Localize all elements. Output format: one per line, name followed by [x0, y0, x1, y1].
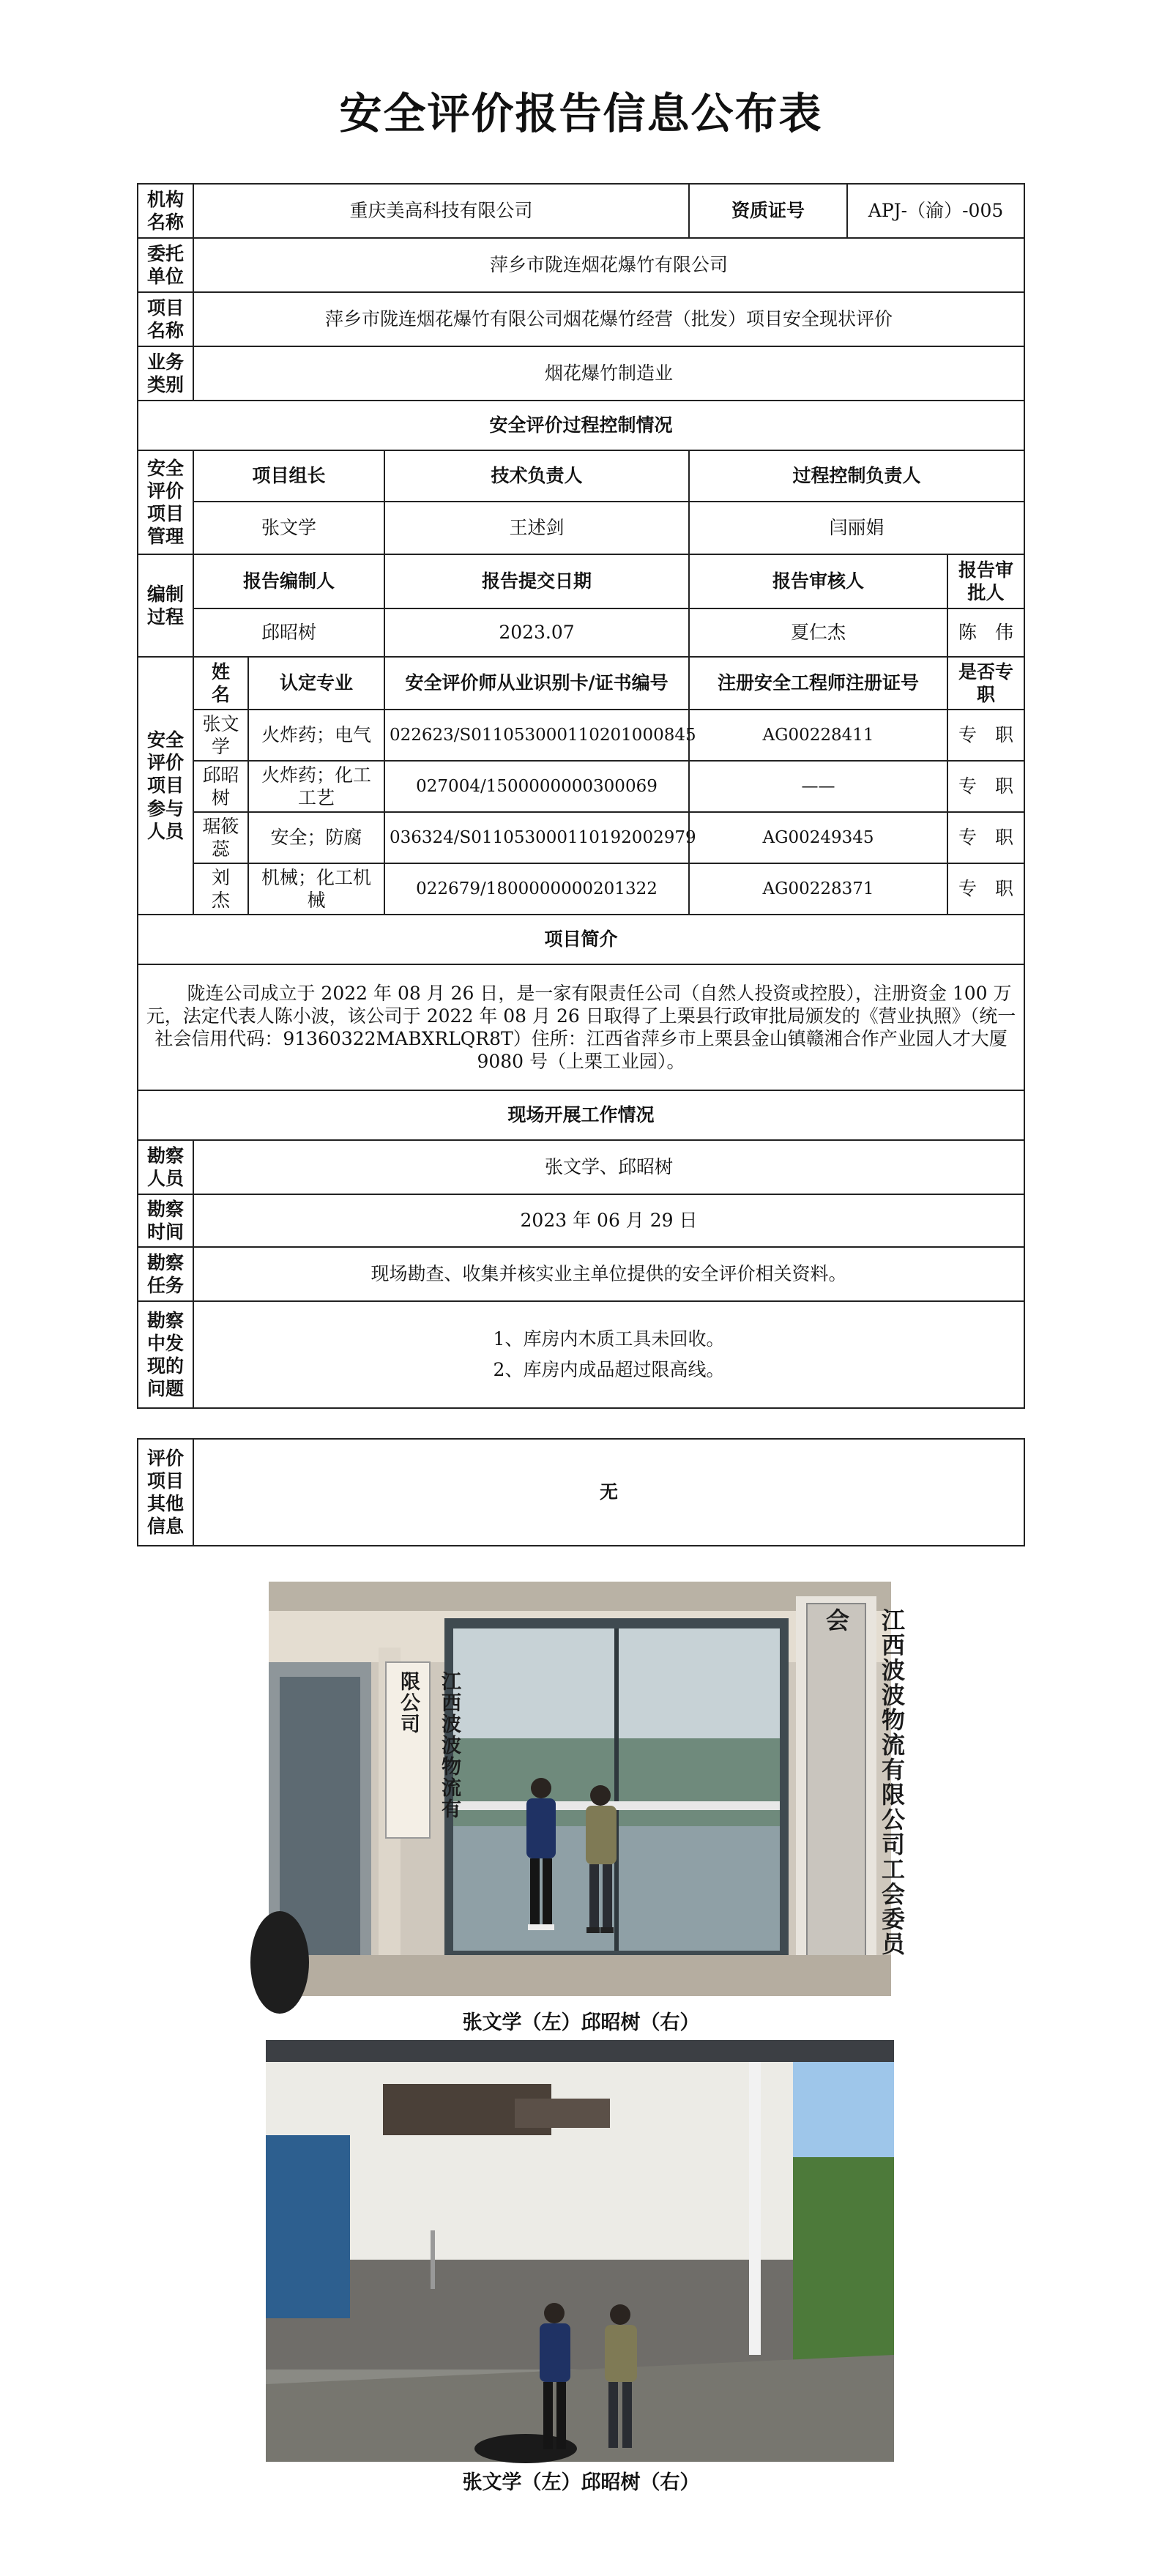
mgmt-header: 项目组长 — [193, 450, 384, 502]
issues-label: 勘察中发现的问题 — [138, 1301, 193, 1408]
mgmt-value: 闫丽娟 — [689, 502, 1024, 554]
photo-caption-2: 张文学（左）邱昭树（右） — [462, 2471, 700, 2494]
personnel-header: 姓 名 — [193, 657, 248, 710]
prep-value: 陈 伟 — [947, 608, 1024, 657]
survey-task-label: 勘察任务 — [138, 1247, 193, 1301]
person-reg: AG00228411 — [689, 710, 947, 761]
intro-text: 陇连公司成立于 2022 年 08 月 26 日，是一家有限责任公司（自然人投资或控股），注册资金 100 万元，法定代表人陈小波，该公司于 2022 年 08 月 26 日取得了上栗县行政审批局颁发的《营业执照》（统一社会信用代码：91360322MABXRLQR8T）住所：江西省萍乡市上栗县金山镇赣湘合作产业园人才大厦 9080 号（上栗工业园）。 — [138, 964, 1024, 1090]
business-value: 烟花爆竹制造业 — [193, 346, 1024, 401]
prep-value: 2023.07 — [384, 608, 689, 657]
person-cert: 027004/1500000000300069 — [384, 761, 689, 812]
org-label: 机构名称 — [138, 184, 193, 238]
person-cert: 022623/S011053000110201000845 — [384, 710, 689, 761]
other-label: 评价项目其他信息 — [138, 1439, 193, 1546]
mgmt-value: 张文学 — [193, 502, 384, 554]
person-major: 安全；防腐 — [248, 812, 384, 863]
person-fulltime: 专 职 — [947, 812, 1024, 863]
person-cert: 022679/1800000000201322 — [384, 863, 689, 915]
person-name: 刘 杰 — [193, 863, 248, 915]
list-item: 1、库房内木质工具未回收。 — [493, 1328, 725, 1350]
site-photo-1 — [269, 1582, 906, 1996]
prep-header: 报告提交日期 — [384, 554, 689, 608]
prep-value: 夏仁杰 — [689, 608, 947, 657]
survey-task-value: 现场勘查、收集并核实业主单位提供的安全评价相关资料。 — [193, 1247, 1024, 1301]
prep-header: 报告审核人 — [689, 554, 947, 608]
process-section-title: 安全评价过程控制情况 — [138, 401, 1024, 450]
person-reg: AG00228371 — [689, 863, 947, 915]
person-name: 张文学 — [193, 710, 248, 761]
personnel-header: 是否专职 — [947, 657, 1024, 710]
info-table — [137, 183, 1025, 1409]
survey-time-value: 2023 年 06 月 29 日 — [193, 1194, 1024, 1247]
mgmt-header: 技术负责人 — [384, 450, 689, 502]
mgmt-header: 过程控制负责人 — [689, 450, 1024, 502]
table-row — [138, 761, 1024, 812]
mgmt-label: 安全评价项目管理 — [138, 450, 193, 554]
intro-section-title: 项目简介 — [138, 915, 1024, 964]
photo-caption-1: 张文学（左）邱昭树（右） — [462, 2011, 700, 2034]
person-fulltime: 专 职 — [947, 761, 1024, 812]
person-reg: AG00249345 — [689, 812, 947, 863]
surveyors-label: 勘察人员 — [138, 1140, 193, 1194]
personnel-label: 安全评价项目参与人员 — [138, 657, 193, 915]
person-major: 火炸药；化工工艺 — [248, 761, 384, 812]
prep-value: 邱昭树 — [193, 608, 384, 657]
prep-header: 报告审批人 — [947, 554, 1024, 608]
business-label: 业务类别 — [138, 346, 193, 401]
person-major: 机械；化工机械 — [248, 863, 384, 915]
table-row — [138, 710, 1024, 761]
sign-right: 江西波波物流有限公司工会委员会 — [822, 1608, 906, 1957]
surveyors-value: 张文学、邱昭树 — [193, 1140, 1024, 1194]
project-value: 萍乡市陇连烟花爆竹有限公司烟花爆竹经营（批发）项目安全现状评价 — [193, 292, 1024, 346]
person-name: 琚筱蕊 — [193, 812, 248, 863]
page-title: 安全评价报告信息公布表 — [339, 89, 823, 138]
org-value: 重庆美高科技有限公司 — [193, 184, 689, 238]
site-photo-2 — [266, 2040, 894, 2462]
table-row — [138, 812, 1024, 863]
prep-header: 报告编制人 — [193, 554, 384, 608]
other-info-table — [137, 1438, 1025, 1546]
person-name: 邱昭树 — [193, 761, 248, 812]
personnel-header: 注册安全工程师注册证号 — [689, 657, 947, 710]
sign-left: 江西波波物流有限公司 — [397, 1671, 461, 1820]
other-value: 无 — [193, 1439, 1024, 1546]
project-label: 项目名称 — [138, 292, 193, 346]
person-reg: —— — [689, 761, 947, 812]
cert-value: APJ-（渝）-005 — [847, 184, 1024, 238]
survey-time-label: 勘察时间 — [138, 1194, 193, 1247]
site-section-title: 现场开展工作情况 — [138, 1090, 1024, 1140]
mgmt-value: 王述剑 — [384, 502, 689, 554]
client-label: 委托单位 — [138, 238, 193, 292]
person-fulltime: 专 职 — [947, 863, 1024, 915]
client-value: 萍乡市陇连烟花爆竹有限公司 — [193, 238, 1024, 292]
issues-list — [193, 1301, 1024, 1408]
personnel-header: 安全评价师从业识别卡/证书编号 — [384, 657, 689, 710]
table-row — [138, 863, 1024, 915]
cert-label: 资质证号 — [689, 184, 847, 238]
person-major: 火炸药；电气 — [248, 710, 384, 761]
person-cert: 036324/S011053000110192002979 — [384, 812, 689, 863]
person-fulltime: 专 职 — [947, 710, 1024, 761]
prep-label: 编制过程 — [138, 554, 193, 657]
personnel-header: 认定专业 — [248, 657, 384, 710]
list-item: 2、库房内成品超过限高线。 — [493, 1359, 725, 1380]
